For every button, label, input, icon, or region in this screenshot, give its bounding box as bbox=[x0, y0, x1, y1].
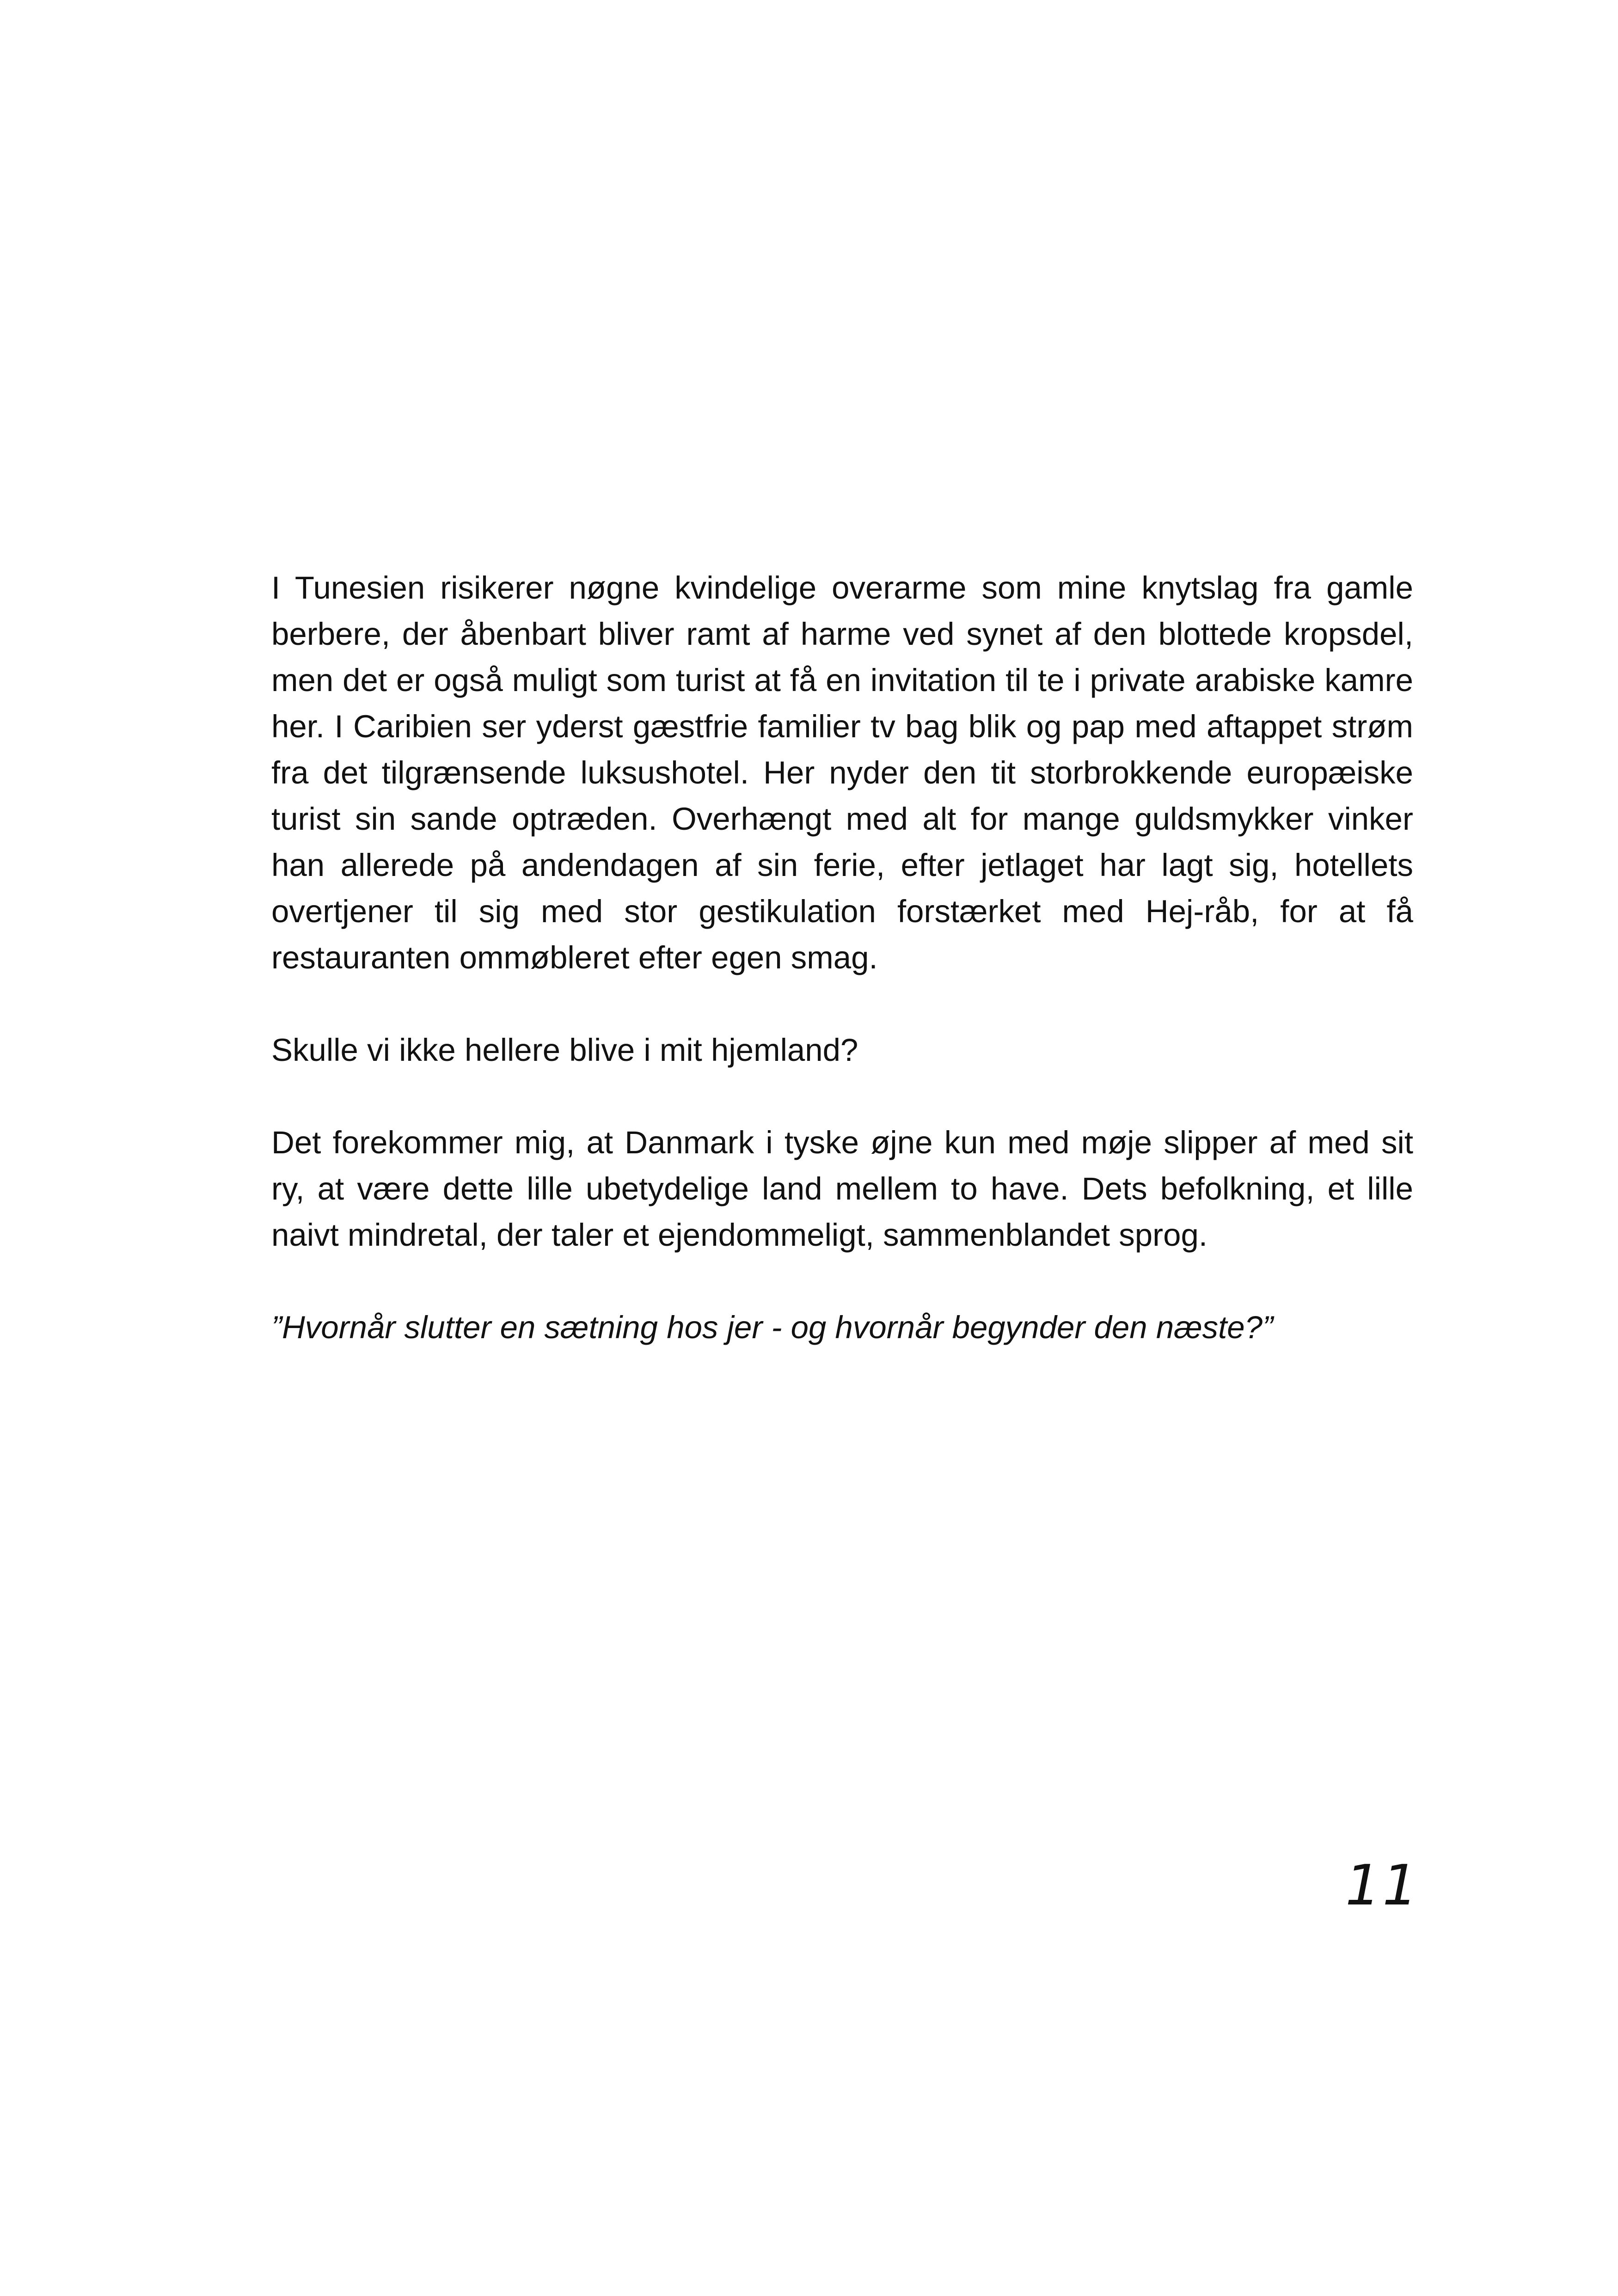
page-number: 11 bbox=[1345, 1854, 1420, 1918]
paragraph-spacer bbox=[271, 981, 1413, 1027]
paragraph-tunisia-caribbean: I Tunesien risikerer nøgne kvindelige overarme som mine knytslag fra gamle berbere, der åbenbart bliver ramt af harme ved synet af den blottede kropsdel, men det er også muligt som turist at få en invitation til te i private arabiske kamre her. I Caribien ser yderst gæstfrie familier tv bag blik og pap med aftappet strøm fra det tilgrænsende luksushotel. Her nyder den tit storbrokkende europæiske turist sin sande optræden. Overhængt med alt for mange guldsmykker vinker han allerede på andendagen af sin ferie, efter jetlaget har lagt sig, hotellets overtjener til sig med stor gestikulation forstærket med Hej-råb, for at få restauranten ommøbleret efter egen smag. bbox=[271, 570, 1413, 975]
paragraph-denmark: Det forekommer mig, at Danmark i tyske øjne kun med møje slipper af med sit ry, at være dette lille ubetydelige land mellem to have. Dets befolkning, et lille naivt mindretal, der taler et ejendommeligt, sammenblandet sprog. bbox=[271, 1125, 1413, 1253]
italic-quote: ”Hvornår slutter en sætning hos jer - og hvornår begynder den næste?” bbox=[271, 1310, 1273, 1345]
paragraph-homeland-question: Skulle vi ikke hellere blive i mit hjemland? bbox=[271, 1032, 858, 1068]
body-text bbox=[271, 565, 1413, 1351]
paragraph-spacer bbox=[271, 1258, 1413, 1304]
paragraph-spacer bbox=[271, 1073, 1413, 1120]
